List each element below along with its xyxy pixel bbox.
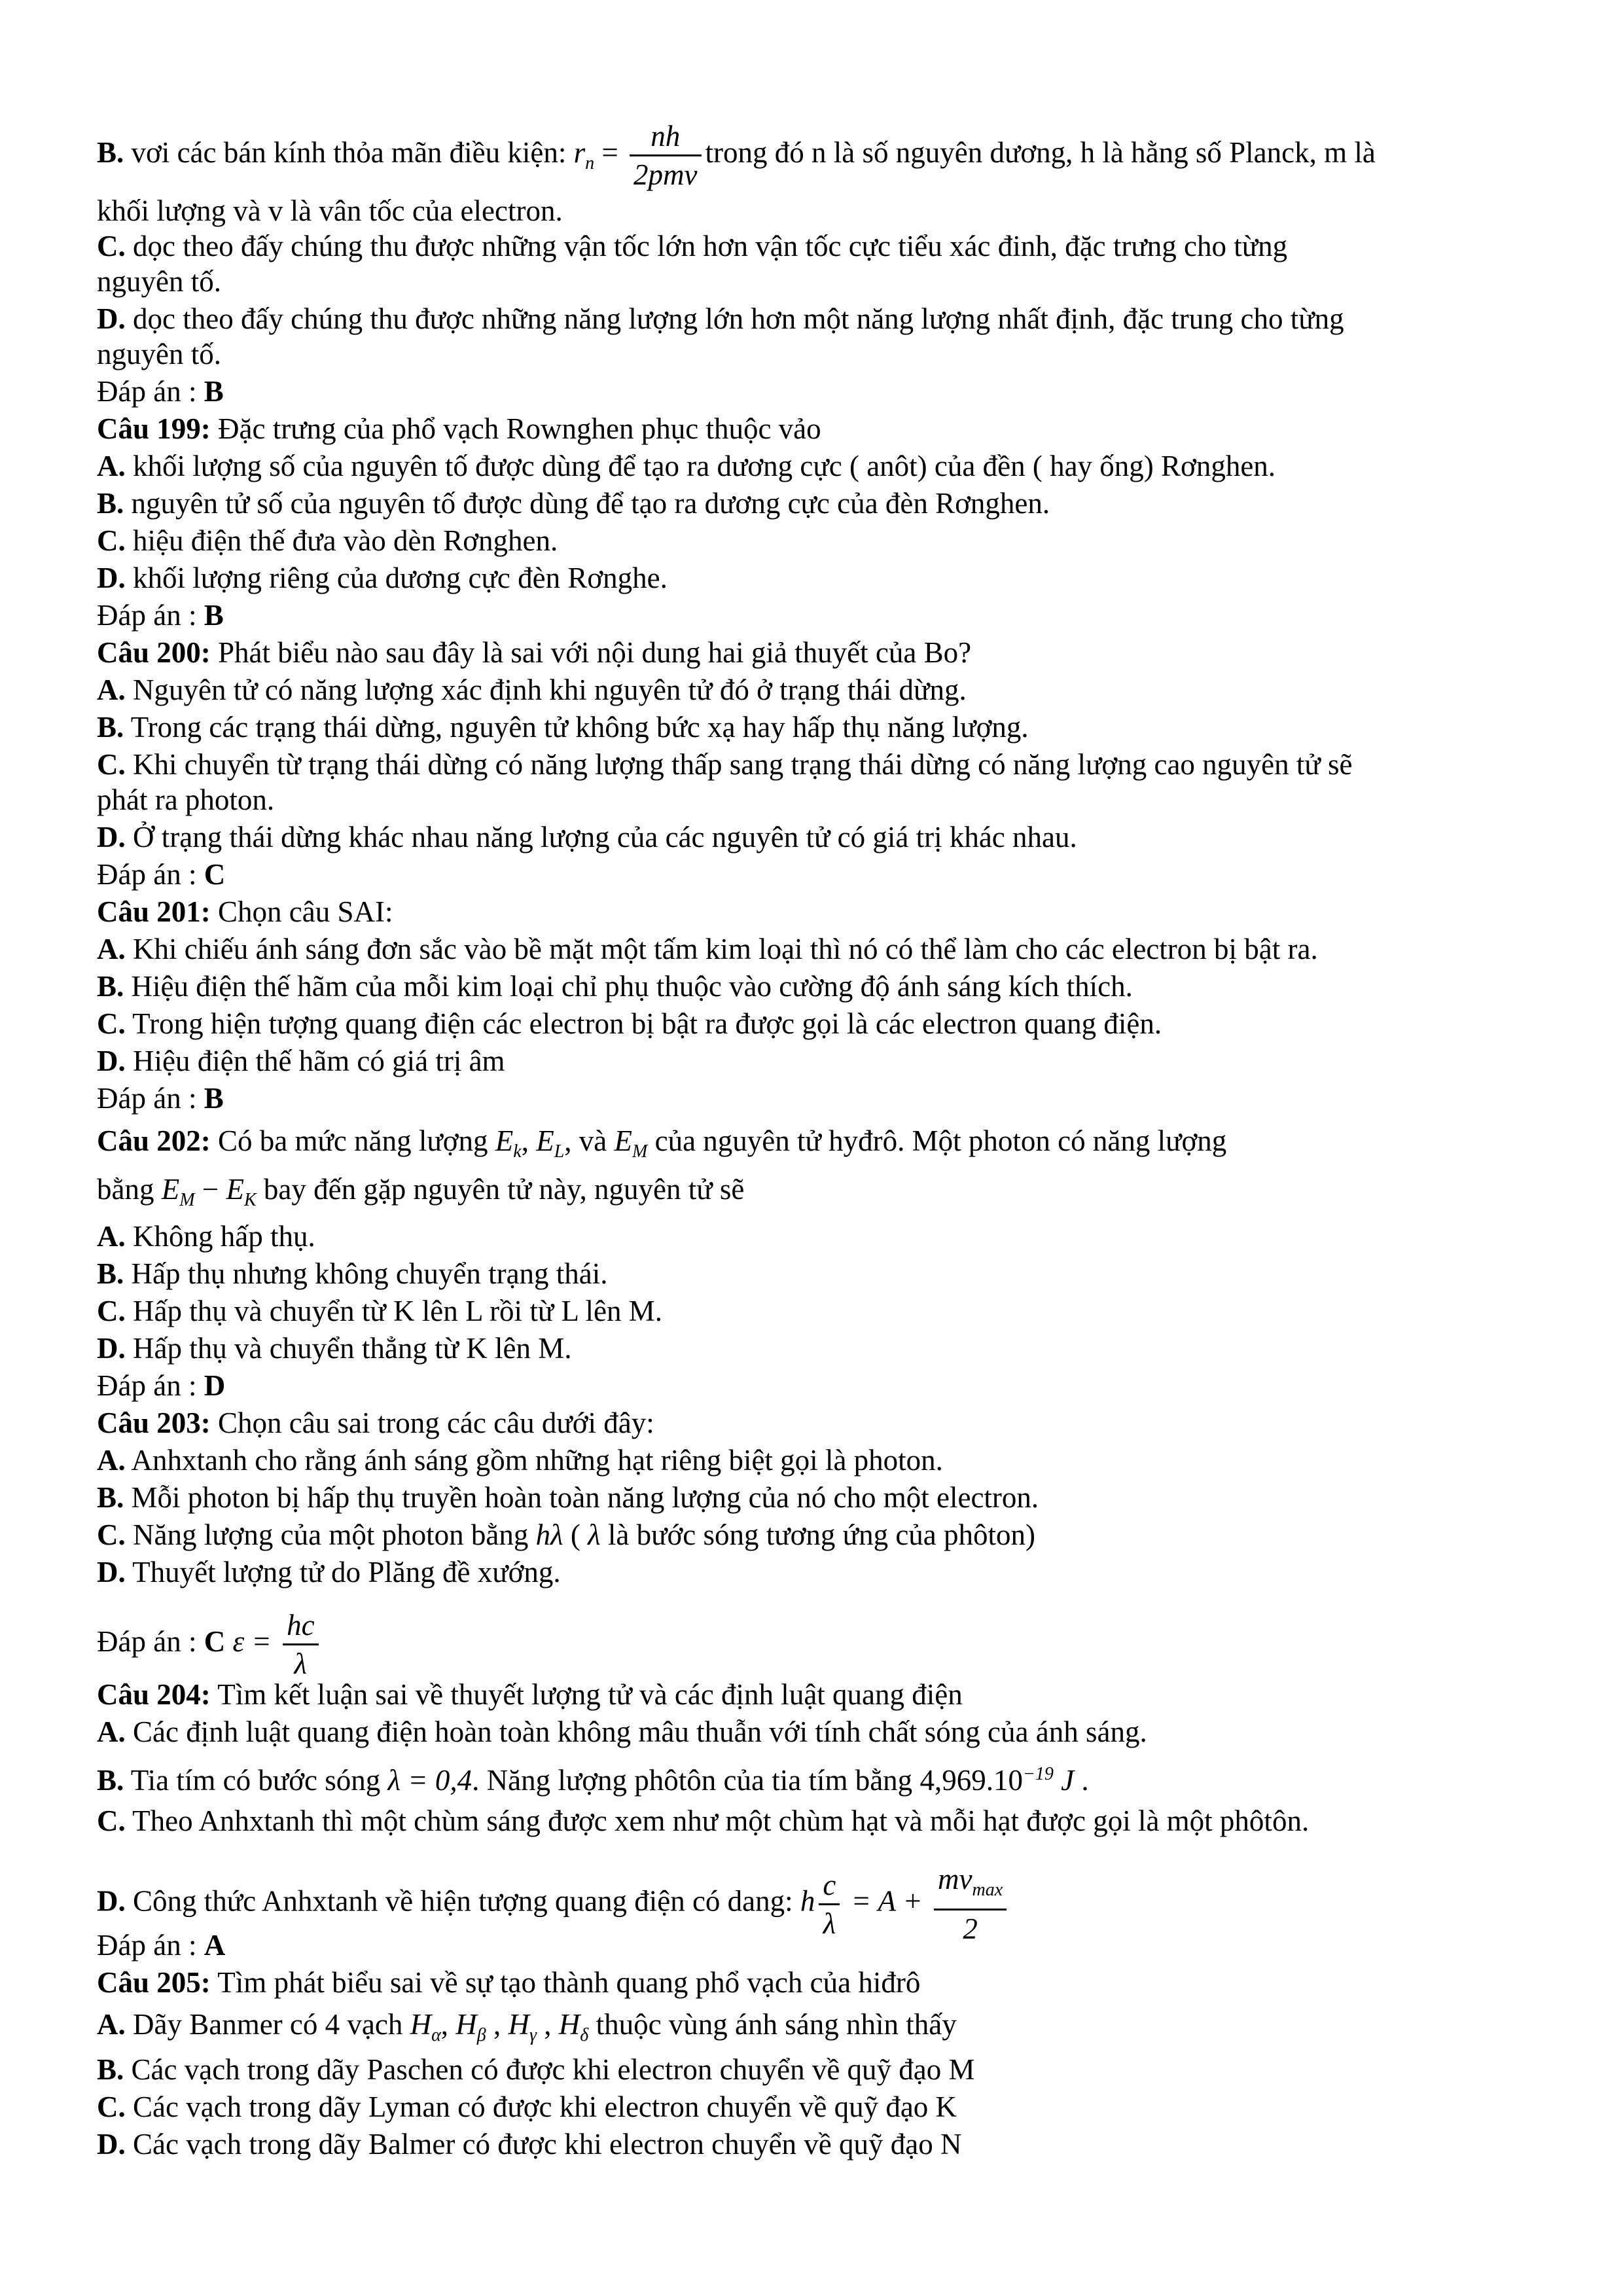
q205-stem: Câu 205: Tìm phát biểu sai về sự tạo thành quang phổ vạch của hiđrô — [97, 1966, 921, 1999]
q205-option-c: C. Các vạch trong dãy Lyman có được khi electron chuyển về quỹ đạo K — [97, 2090, 957, 2123]
q204-option-b: B. Tia tím có bước sóng λ = 0,4. Năng lượng phôtôn của tia tím bằng $4,969.10^{-19}$ J . — [97, 1764, 1089, 1797]
q204-stem: Câu 204: Tìm kết luận sai về thuyết lượng tử và các định luật quang điện — [97, 1678, 963, 1711]
q204-option-a: A. Các định luật quang điện hoàn toàn không mâu thuẫn với tính chất sóng của ánh sáng. — [97, 1715, 1147, 1748]
q198-option-b-cont: khối lượng và v là vân tốc của electron. — [97, 194, 563, 227]
q203-option-c: C. Năng lượng của một photon bằng hλ ( λ là bước sóng tương ứng của phôton) — [97, 1518, 1036, 1551]
q203-option-b: B. Mỗi photon bị hấp thụ truyền hoàn toàn năng lượng của nó cho một electron. — [97, 1481, 1039, 1514]
q200-option-d: D. Ở trạng thái dừng khác nhau năng lượng của các nguyên tử có giá trị khác nhau. — [97, 821, 1077, 853]
q203-stem: Câu 203: Chọn câu sai trong các câu dưới đây: — [97, 1407, 654, 1439]
q199-option-a: A. khối lượng số của nguyên tố được dùng để tạo ra dương cực ( anôt) của đền ( hay ống) Rơnghen. — [97, 450, 1276, 482]
q201-answer: Đáp án : B — [97, 1082, 224, 1115]
q201-option-b: B. Hiệu điện thế hãm của mỗi kim loại chỉ phụ thuộc vào cường độ ánh sáng kích thích. — [97, 970, 1133, 1003]
q202-stem: Câu 202: Có ba mức năng lượng $E_k$, $E_L$, và $E_M$ của nguyên tử hyđrô. Một photon có năng lượng — [97, 1124, 1227, 1162]
q200-option-c-cont: phát ra photon. — [97, 783, 275, 816]
q200-option-c: C. Khi chuyển từ trạng thái dừng có năng lượng thấp sang trạng thái dừng có năng lượng cao nguyên tử sẽ — [97, 748, 1353, 781]
q201-option-c: C. Trong hiện tượng quang điện các electron bị bật ra được gọi là các electron quang điện. — [97, 1007, 1162, 1040]
q198-option-c: C. dọc theo đấy chúng thu được những vận tốc lớn hơn vận tốc cực tiểu xác đinh, đặc trưng cho từng — [97, 230, 1288, 262]
q198-option-c-cont: nguyên tố. — [97, 265, 221, 298]
q203-answer: Đáp án : C ε = $\frac{hc}{\lambda}$ — [97, 1607, 1537, 1682]
q200-answer: Đáp án : C — [97, 858, 226, 891]
q199-option-d: D. khối lượng riêng của dương cực đèn Rơnghe. — [97, 562, 668, 594]
q198-option-b: B. vơi các bán kính thỏa mãn điều kiện: $r_n$ = $\frac{nh}{\text{2pmv}}$ trong đó n là số nguyên dương, h là hằng số Planck, m là — [97, 118, 1537, 193]
q204-option-c: C. Theo Anhxtanh thì một chùm sáng được xem như một chùm hạt và mỗi hạt được gọi là một phôtôn. — [97, 1804, 1310, 1837]
q205-option-d: D. Các vạch trong dãy Balmer có được khi electron chuyển về quỹ đạo N — [97, 2128, 962, 2161]
radius-formula: $\frac{nh}{\text{2pmv}}$ — [630, 118, 701, 193]
q200-option-b: B. Trong các trạng thái dừng, nguyên tử không bức xạ hay hấp thụ năng lượng. — [97, 711, 1029, 744]
q200-option-a: A. Nguyên tử có năng lượng xác định khi nguyên tử đó ở trạng thái dừng. — [97, 673, 967, 706]
q198-answer: Đáp án : B — [97, 375, 224, 408]
q200-stem: Câu 200: Phát biểu nào sau đây là sai với nội dung hai giả thuyết của Bo? — [97, 636, 972, 669]
q205-option-b: B. Các vạch trong dãy Paschen có được khi electron chuyển về quỹ đạo M — [97, 2053, 975, 2086]
q199-option-c: C. hiệu điện thế đưa vào dèn Rơnghen. — [97, 524, 558, 557]
q202-stem-cont: bằng $E_M - E_K$ bay đến gặp nguyên tử này, nguyên tử sẽ — [97, 1173, 745, 1210]
einstein-formula-rhs: $\frac{mv_{max}}{2}$ — [934, 1861, 1007, 1947]
q202-option-a: A. Không hấp thụ. — [97, 1220, 315, 1253]
q204-option-d: D. Công thức Anhxtanh về hiện tượng quang điện có dang: h $\frac{c}{\lambda}$ = A + $\frac{mv_{max}}{2}$ — [97, 1861, 1537, 1947]
q199-answer: Đáp án : B — [97, 599, 224, 632]
q198-option-d: D. dọc theo đấy chúng thu được những năng lượng lớn hơn một năng lượng nhất định, đặc trung cho từng — [97, 302, 1344, 335]
q199-option-b: B. nguyên tử số của nguyên tố được dùng để tạo ra dương cực của đèn Rơnghen. — [97, 487, 1050, 520]
q202-option-d: D. Hấp thụ và chuyển thẳng từ K lên M. — [97, 1332, 572, 1365]
q202-option-c: C. Hấp thụ và chuyển từ K lên L rồi từ L lên M. — [97, 1295, 663, 1327]
q199-stem: Câu 199: Đặc trưng của phổ vạch Rownghen phục thuộc vảo — [97, 412, 821, 445]
q203-option-d: D. Thuyết lượng tử do Plăng đề xướng. — [97, 1556, 561, 1588]
q203-option-a: A. Anhxtanh cho rằng ánh sáng gồm những hạt riêng biệt gọi là photon. — [97, 1444, 943, 1477]
photon-energy-formula: $\frac{hc}{\lambda}$ — [283, 1607, 318, 1682]
q201-option-a: A. Khi chiếu ánh sáng đơn sắc vào bề mặt một tấm kim loại thì nó có thể làm cho các electron bị bật ra. — [97, 933, 1318, 965]
q201-option-d: D. Hiệu điện thế hãm có giá trị âm — [97, 1045, 505, 1077]
q202-answer: Đáp án : D — [97, 1369, 226, 1402]
q198-option-d-cont: nguyên tố. — [97, 338, 221, 370]
einstein-formula-lhs: $\frac{c}{\lambda}$ — [819, 1867, 840, 1942]
option-key: B. — [97, 135, 124, 169]
q202-option-b: B. Hấp thụ nhưng không chuyển trạng thái. — [97, 1257, 608, 1290]
q204-answer: Đáp án : A — [97, 1929, 226, 1962]
q201-stem: Câu 201: Chọn câu SAI: — [97, 895, 393, 928]
q205-option-a: A. Dãy Banmer có 4 vạch $H_\alpha$, $H_\beta$ , $H_\gamma$ , $H_\delta$ thuộc vùng ánh sáng nhìn thấy — [97, 2008, 957, 2045]
